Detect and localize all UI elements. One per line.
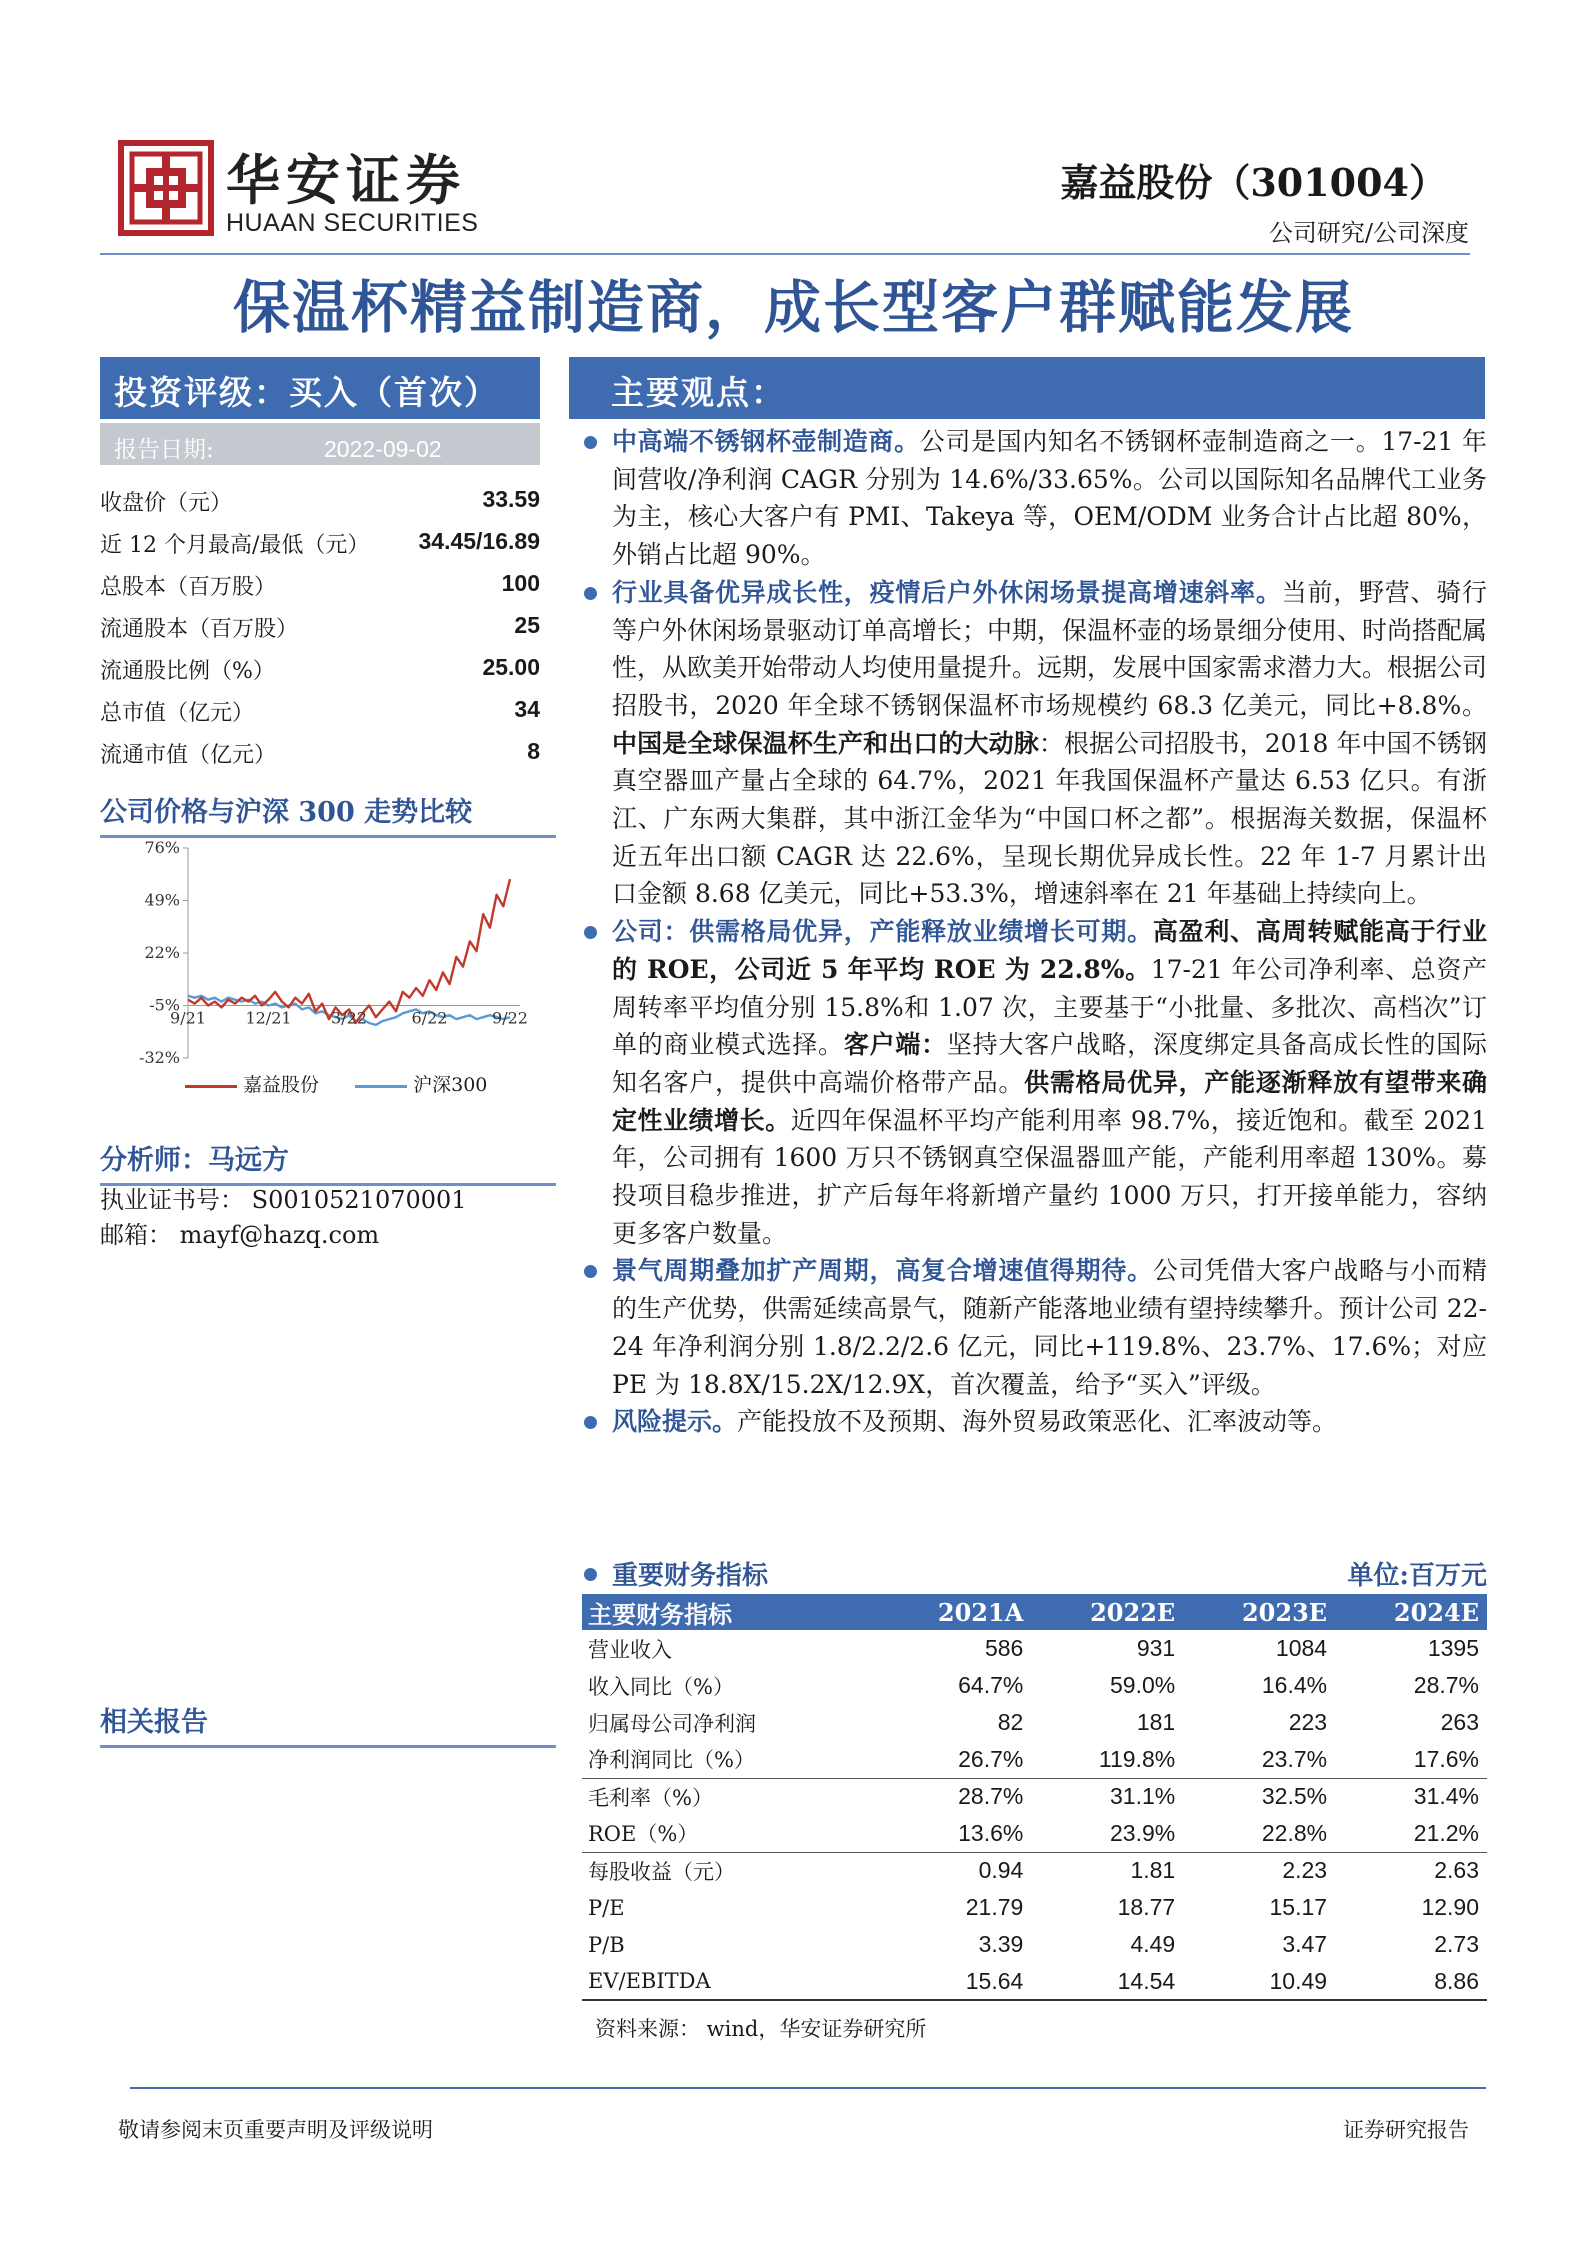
- column-header: 2023E: [1183, 1594, 1335, 1630]
- header-divider: [100, 253, 1470, 255]
- column-header: 2022E: [1031, 1594, 1183, 1630]
- footer-report-label: 证券研究报告: [1343, 2118, 1469, 2142]
- footer-divider: [130, 2087, 1486, 2089]
- legend-swatch-company: [185, 1085, 237, 1088]
- key-views-heading: 主要观点：: [569, 357, 1485, 419]
- investment-rating: 投资评级：买入（首次）: [100, 357, 540, 419]
- column-header: 2021A: [879, 1594, 1031, 1630]
- table-row: EV/EBITDA 15.64 14.54 10.49 8.86: [582, 1963, 1487, 2000]
- y-tick-label: 49%: [144, 890, 180, 910]
- stat-row: [100, 738, 540, 779]
- x-tick-label: 12/21: [245, 1008, 292, 1028]
- company-name: 嘉益股份（301004）: [1060, 160, 1447, 205]
- chart-section-title: 公司价格与沪深 300 走势比较: [100, 790, 556, 838]
- report-date-label: 报告日期:: [114, 437, 214, 463]
- x-tick-label: 9/22: [492, 1008, 528, 1028]
- analyst-cert: 执业证书号： S0010521070001: [100, 1186, 467, 1214]
- chart-legend: [185, 1070, 487, 1097]
- legend-label-index: 沪深300: [413, 1074, 488, 1096]
- table-row: 毛利率（%） 28.7% 31.1% 32.5% 31.4%: [582, 1778, 1487, 1815]
- stat-row: [100, 612, 540, 653]
- stat-row: [100, 696, 540, 737]
- stat-value: 25: [514, 612, 540, 638]
- stat-row: [100, 654, 540, 695]
- stat-value: 25.00: [482, 654, 540, 680]
- table-row: 收入同比（%） 64.7% 59.0% 16.4% 28.7%: [588, 1672, 1479, 1699]
- legend-swatch-index: [355, 1085, 407, 1088]
- financials-heading: 重要财务指标 单位:百万元: [582, 1555, 1487, 1592]
- report-date-bar: [100, 423, 540, 465]
- stat-label: 流通市值（亿元）: [100, 743, 277, 768]
- y-tick-label: -32%: [139, 1048, 180, 1067]
- footer-disclaimer: 敬请参阅末页重要声明及评级说明: [118, 2118, 433, 2142]
- x-tick-label: 3/22: [331, 1008, 367, 1028]
- view-bullet: 景气周期叠加扩产周期，高复合增速值得期待。公司凭借大客户战略与小而精的生产优势，供需延续高景气，随新产能落地业绩有望持续攀升。预计公司 22-24 年净利润分别 1.8/2.2/2.6 亿元，同比+119.8%、23.7%、17.6%；对应 PE 为 18.8X/15.2X/12.9X，首次覆盖，给予“买入”评级。: [582, 1252, 1487, 1403]
- report-date-value: 2022-09-02: [324, 436, 442, 462]
- report-type: 公司研究/公司深度: [1268, 219, 1469, 247]
- stat-label: 流通股本（百万股）: [100, 617, 299, 642]
- table-row: 营业收入 586 931 1084 1395: [588, 1635, 1479, 1662]
- series-line-company: [188, 879, 510, 1023]
- stat-value: 34.45/16.89: [418, 528, 540, 554]
- view-bullet: 公司：供需格局优异，产能释放业绩增长可期。高盈利、高周转赋能高于行业的 ROE，公司近 5 年平均 ROE 为 22.8%。17-21 年公司净利率、总资产周转率平均值分别 15.8%和 1.07 次，主要基于“小批量、多批次、高档次”订单的商业模式选择。客户端：坚持大客户战略，深度绑定具备高成长性的国际知名客户，提供中高端价格带产品。供需格局优异，产能逐渐释放有望带来确定性业绩增长。近四年保温杯平均产能利用率 98.7%，接近饱和。截至 2021 年，公司拥有 1600 万只不锈钢真空保温器皿产能，产能利用率超 130%。募投项目稳步推进，扩产后每年将新增产量约 1000 万只，打开接单能力，容纳更多客户数量。: [582, 913, 1487, 1252]
- legend-label-company: 嘉益股份: [243, 1074, 320, 1096]
- table-row: 归属母公司净利润 82 181 223 263: [588, 1709, 1479, 1736]
- view-bullet: 行业具备优异成长性，疫情后户外休闲场景提高增速斜率。当前，野营、骑行等户外休闲场景驱动订单高增长；中期，保温杯壶的场景细分使用、时尚搭配属性，从欧美开始带动人均使用量提升。远期，发展中国家需求潜力大。根据公司招股书，2020 年全球不锈钢保温杯市场规模约 68.3 亿美元，同比+8.8%。中国是全球保温杯生产和出口的大动脉：根据公司招股书，2018 年中国不锈钢真空器皿产量占全球的 64.7%，2021 年我国保温杯产量达 6.53 亿只。有浙江、广东两大集群，其中浙江金华为“中国口杯之都”。根据海关数据，保温杯近五年出口额 CAGR 达 22.6%，呈现长期优异成长性。22 年 1-7 月累计出口金额 8.68 亿美元，同比+53.3%，增速斜率在 21 年基础上持续向上。: [582, 574, 1487, 913]
- table-row: ROE（%） 13.6% 23.9% 22.8% 21.2%: [588, 1819, 1479, 1847]
- x-tick-label: 6/22: [411, 1008, 448, 1028]
- financials-table: [582, 1594, 1487, 2001]
- key-views-body: [582, 423, 1487, 1441]
- stat-label: 收盘价（元）: [100, 491, 233, 516]
- x-tick-label: 9/21: [170, 1008, 206, 1028]
- stat-row: [100, 528, 540, 569]
- analyst-heading: 分析师：马远方: [100, 1138, 556, 1186]
- table-row: P/B 3.39 4.49 3.47 2.73: [588, 1931, 1479, 1957]
- stat-row: [100, 486, 540, 527]
- view-bullet: 风险提示。产能投放不及预期、海外贸易政策恶化、汇率波动等。: [582, 1403, 1487, 1441]
- table-header-row: [582, 1594, 1487, 1630]
- stat-label: 流通股比例（%）: [100, 659, 275, 684]
- stat-value: 100: [501, 570, 540, 596]
- stat-value: 33.59: [482, 486, 540, 512]
- stat-value: 34: [514, 696, 540, 722]
- view-bullet: 中高端不锈钢杯壶制造商。公司是国内知名不锈钢杯壶制造商之一。17-21 年间营收/净利润 CAGR 分别为 14.6%/33.65%。公司以国际知名品牌代工业务为主，核心大客户有 PMI、Takeya 等，OEM/ODM 业务合计占比超 80%，外销占比超 90%。: [582, 423, 1487, 574]
- stat-label: 总市值（亿元）: [100, 701, 255, 726]
- y-tick-label: 76%: [144, 838, 180, 857]
- stat-value: 8: [527, 738, 540, 764]
- logo-seal-icon: [118, 140, 214, 236]
- stat-label: 近 12 个月最高/最低（元）: [100, 533, 370, 558]
- stat-label: 总股本（百万股）: [100, 575, 277, 600]
- logo-chinese-name: 华安证券: [226, 148, 466, 212]
- report-title: 保温杯精益制造商，成长型客户群赋能发展: [233, 274, 1354, 341]
- y-tick-label: -5%: [149, 995, 180, 1015]
- financials-unit: 单位:百万元: [1347, 1561, 1487, 1591]
- financials-source: 资料来源： wind，华安证券研究所: [595, 2017, 927, 2041]
- column-header: 主要财务指标: [582, 1594, 879, 1630]
- table-row: 净利润同比（%） 26.7% 119.8% 23.7% 17.6%: [588, 1745, 1479, 1773]
- logo-english-name: HUAAN SECURITIES: [226, 209, 479, 237]
- analyst-email: 邮箱： mayf@hazq.com: [100, 1221, 380, 1249]
- table-row: 每股收益（元） 0.94 1.81 2.23 2.63: [582, 1852, 1487, 1889]
- price-comparison-chart: [118, 830, 548, 1102]
- stat-row: [100, 570, 540, 611]
- related-reports-heading: 相关报告: [100, 1700, 556, 1748]
- table-row: P/E 21.79 18.77 15.17 12.90: [588, 1894, 1479, 1920]
- column-header: 2024E: [1335, 1594, 1487, 1630]
- y-tick-label: 22%: [144, 943, 180, 962]
